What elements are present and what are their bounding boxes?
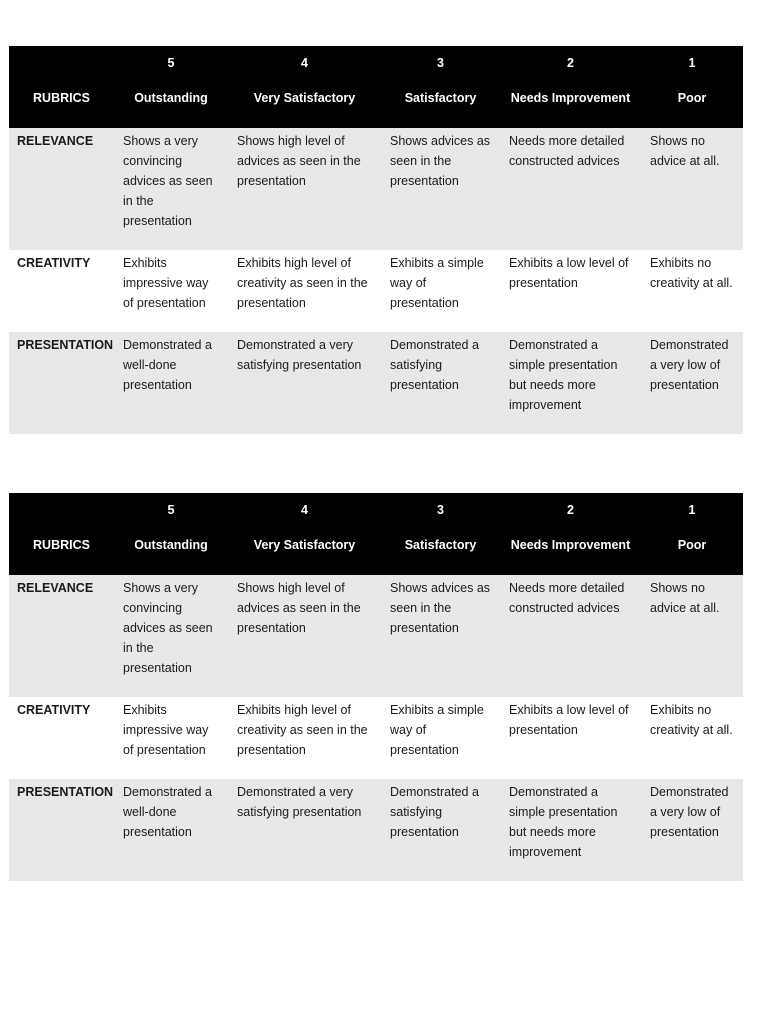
rubric-cell: Exhibits no creativity at all.: [650, 256, 733, 290]
level-header: Satisfactory: [404, 537, 477, 552]
criterion-label: PRESENTATION: [17, 338, 114, 352]
level-header: Very Satisfactory: [253, 90, 356, 105]
rubric-cell: Exhibits high level of creativity as seen in the presentation: [237, 703, 368, 757]
rubric-cell: Demonstrated a very low of presentation: [650, 785, 729, 839]
score-header: 2: [567, 56, 574, 70]
level-row: [9, 520, 743, 575]
level-header: Very Satisfactory: [253, 537, 356, 552]
rubric-cell: Demonstrated a simple presentation but needs more improvement: [509, 785, 618, 859]
score-header: 1: [688, 503, 696, 517]
table-row: [9, 332, 743, 434]
score-header: 5: [167, 56, 175, 70]
header-corner-spacer: [9, 493, 114, 520]
rubric-cell: Demonstrated a well-done presentation: [123, 338, 212, 392]
level-row: [9, 73, 743, 128]
rubric-cell: Exhibits a simple way of presentation: [390, 256, 484, 310]
rubric-cell: Demonstrated a well-done presentation: [123, 785, 212, 839]
rubric-cell: Demonstrated a very low of presentation: [650, 338, 729, 392]
level-header: Poor: [677, 90, 707, 105]
rubric-cell: Demonstrated a very satisfying presentation: [237, 338, 362, 372]
score-header: 5: [167, 503, 175, 517]
table-row: [9, 575, 743, 697]
level-header: Outstanding: [134, 90, 208, 105]
rubric-cell: Exhibits a simple way of presentation: [390, 703, 484, 757]
level-header: Needs Improvement: [510, 537, 631, 552]
score-header: 3: [437, 56, 444, 70]
score-row: [9, 46, 743, 73]
rubric-cell: Shows high level of advices as seen in the presentation: [237, 581, 361, 635]
score-header: 2: [567, 503, 574, 517]
table-row: [9, 250, 743, 332]
criterion-label: PRESENTATION: [17, 785, 114, 799]
rubric-cell: Shows no advice at all.: [650, 134, 720, 168]
rubrics-corner-label: RUBRICS: [33, 90, 90, 105]
rubric-cell: Shows advices as seen in the presentation: [390, 134, 491, 188]
rubric-cell: Demonstrated a satisfying presentation: [390, 785, 479, 839]
rubric-cell: Shows no advice at all.: [650, 581, 720, 615]
rubric-cell: Shows a very convincing advices as seen in the presentation: [123, 134, 213, 228]
score-header: 3: [437, 503, 444, 517]
rubric-cell: Demonstrated a satisfying presentation: [390, 338, 479, 392]
rubric-cell: Exhibits high level of creativity as seen in the presentation: [237, 256, 368, 310]
table-row: [9, 779, 743, 881]
score-header: 4: [301, 56, 308, 70]
rubric-cell: Needs more detailed constructed advices: [509, 581, 625, 615]
level-header: Satisfactory: [404, 90, 477, 105]
rubrics-corner-label: RUBRICS: [33, 537, 90, 552]
header-corner-spacer: [9, 46, 114, 73]
rubric-cell: Shows high level of advices as seen in the presentation: [237, 134, 361, 188]
rubric-cell: Demonstrated a very satisfying presentation: [237, 785, 362, 819]
rubric-cell: Shows advices as seen in the presentation: [390, 581, 491, 635]
criterion-label: RELEVANCE: [17, 581, 94, 595]
rubric-cell: Needs more detailed constructed advices: [509, 134, 625, 168]
rubric-cell: Exhibits no creativity at all.: [650, 703, 733, 737]
rubric-cell: Exhibits impressive way of presentation: [123, 256, 209, 310]
table-row: [9, 697, 743, 779]
criterion-label: CREATIVITY: [17, 703, 91, 717]
rubric-header: [9, 46, 743, 128]
score-header: 4: [301, 503, 308, 517]
table-row: [9, 128, 743, 250]
level-header: Needs Improvement: [510, 90, 631, 105]
rubric-cell: Demonstrated a simple presentation but needs more improvement: [509, 338, 618, 412]
score-row: [9, 493, 743, 520]
level-header: Poor: [677, 537, 707, 552]
rubric-cell: Exhibits a low level of presentation: [509, 703, 629, 737]
rubric-cell: Exhibits impressive way of presentation: [123, 703, 209, 757]
rubric-body: [9, 128, 743, 434]
rubric-body: [9, 575, 743, 881]
level-header: Outstanding: [134, 537, 208, 552]
score-header: 1: [688, 56, 696, 70]
rubric-header: [9, 493, 743, 575]
rubric-table-1: [9, 46, 743, 434]
rubric-table-2: [9, 493, 743, 881]
criterion-label: CREATIVITY: [17, 256, 91, 270]
rubric-cell: Exhibits a low level of presentation: [509, 256, 629, 290]
criterion-label: RELEVANCE: [17, 134, 94, 148]
rubric-cell: Shows a very convincing advices as seen in the presentation: [123, 581, 213, 675]
